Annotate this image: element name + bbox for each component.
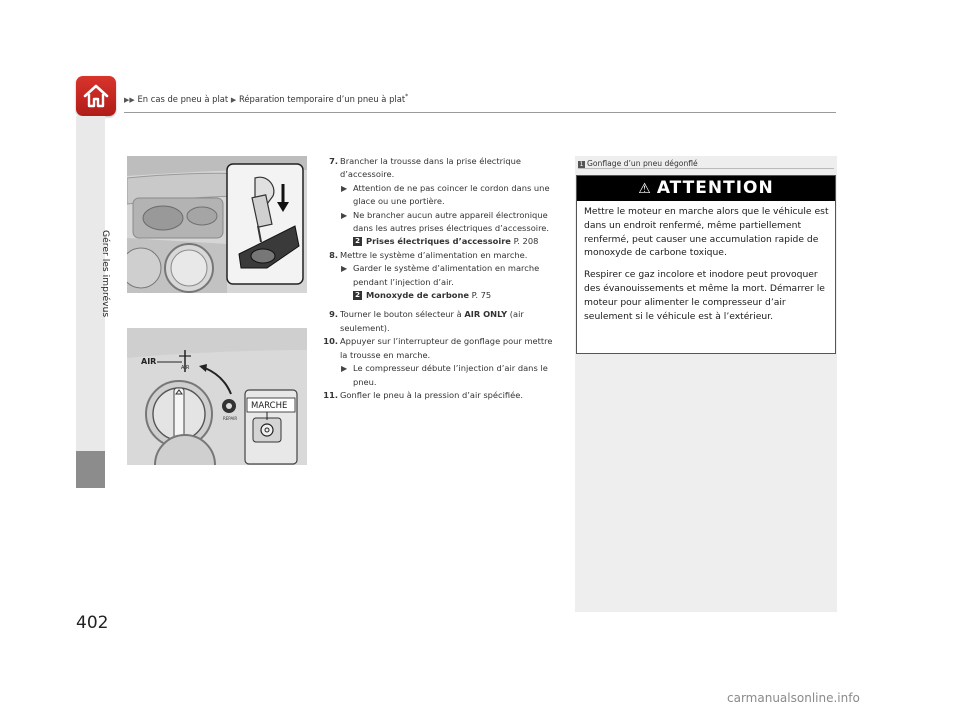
svg-text:AIR: AIR [181, 365, 190, 371]
bullet-arrow-icon: ▶ [341, 364, 348, 374]
step-text: Tourner le bouton sélecteur à [340, 309, 465, 320]
side-tab-marker[interactable] [76, 451, 105, 488]
step-10 [308, 335, 560, 362]
xref-title[interactable]: Prises électriques d’accessoire [366, 236, 511, 247]
home-button[interactable] [76, 76, 116, 116]
note-text: Le compresseur débute l’injection d’air dans le pneu. [353, 363, 548, 387]
breadcrumb-asterisk: * [405, 93, 409, 100]
note-text: Garder le système d’alimentation en marche pendant l’injection d’air. [353, 263, 540, 287]
note-rule [578, 168, 834, 169]
step-7-note-2 [308, 209, 560, 236]
side-tab-label[interactable]: Gérer les imprévus [100, 230, 111, 318]
step-text: Gonfler le pneu à la pression d’air spécifiée. [340, 389, 523, 400]
step-number: 8. [329, 249, 338, 260]
step-number: 9. [329, 309, 338, 320]
step-11 [308, 389, 560, 402]
warning-paragraph-2: Respirer ce gaz incolore et inodore peut provoquer des évanouissements et même la mort. Démarrer le moteur pour alimenter le compresseur d’air seulement si le véhicule est à l’extérieur. [584, 269, 825, 322]
bullet-arrow-icon: ▶ [341, 183, 348, 193]
xref-accessory-sockets[interactable] [308, 235, 560, 248]
figure-marche-label: MARCHE [251, 401, 288, 411]
step-text: Appuyer sur l’interrupteur de gonflage pour mettre la trousse en marche. [340, 336, 553, 360]
note-icon: 1 [579, 160, 584, 168]
warning-paragraph-1: Mettre le moteur en marche alors que le véhicule est dans un endroit renfermé, même partiellement renfermé, peut causer une accumulation rapide de monoxyde de carbone toxique. [584, 206, 829, 259]
step-7-note-1 [308, 182, 560, 209]
svg-text:REPAIR: REPAIR [223, 416, 238, 421]
note-text: Ne brancher aucun autre appareil électronique dans les autres prises électriques d’accessoire. [353, 209, 550, 234]
warning-header [577, 176, 835, 201]
step-number: 11. [323, 389, 338, 400]
instruction-steps [308, 155, 560, 402]
cross-reference-icon: 2 [353, 291, 362, 300]
step-text: Mettre le système d’alimentation en marche. [340, 249, 528, 260]
step-8 [308, 249, 560, 262]
warning-text [584, 205, 830, 331]
xref-page[interactable]: P. 208 [513, 236, 539, 247]
warning-title: ATTENTION [656, 178, 774, 198]
home-icon [82, 82, 110, 110]
note-title-text: Gonflage d’un pneu dégonflé [587, 159, 698, 168]
note-text: Attention de ne pas coincer le cordon dans une glace ou une portière. [353, 182, 550, 207]
figure-air-label: AIR [141, 357, 157, 366]
bullet-arrow-icon: ▶ [341, 264, 348, 274]
xref-carbon-monoxide[interactable] [308, 289, 560, 302]
step-text: (air seulement). [340, 309, 524, 333]
note-title [578, 159, 698, 168]
header-rule [124, 112, 836, 113]
step-text: Brancher la trousse dans la prise électrique d’accessoire. [340, 156, 521, 180]
step-number: 10. [323, 336, 338, 347]
step-7 [308, 155, 560, 182]
page-number: 402 [76, 613, 109, 633]
breadcrumb-link-flat-tire[interactable]: En cas de pneu à plat [137, 93, 229, 104]
xref-page[interactable]: P. 75 [471, 290, 492, 301]
cross-reference-icon: 2 [353, 237, 362, 246]
breadcrumb-arrow-icon: ▶ [230, 95, 237, 104]
step-text-bold: AIR ONLY [464, 309, 508, 320]
step-8-note-1 [308, 262, 560, 289]
figure-plug-accessory-socket [127, 156, 307, 293]
watermark: carmanualsonline.info [727, 691, 860, 705]
step-number: 7. [329, 156, 338, 166]
breadcrumb [124, 93, 408, 104]
step-9 [308, 308, 560, 335]
breadcrumb-current: Réparation temporaire d’un pneu à plat [238, 93, 406, 104]
breadcrumb-arrow-icon: ▶▶ [124, 95, 135, 104]
warning-triangle-icon: ⚠ [638, 181, 652, 197]
step-10-note-1 [308, 362, 560, 389]
xref-title[interactable]: Monoxyde de carbone [366, 290, 470, 301]
figure-selector-knob [127, 328, 307, 465]
bullet-arrow-icon: ▶ [341, 210, 348, 220]
